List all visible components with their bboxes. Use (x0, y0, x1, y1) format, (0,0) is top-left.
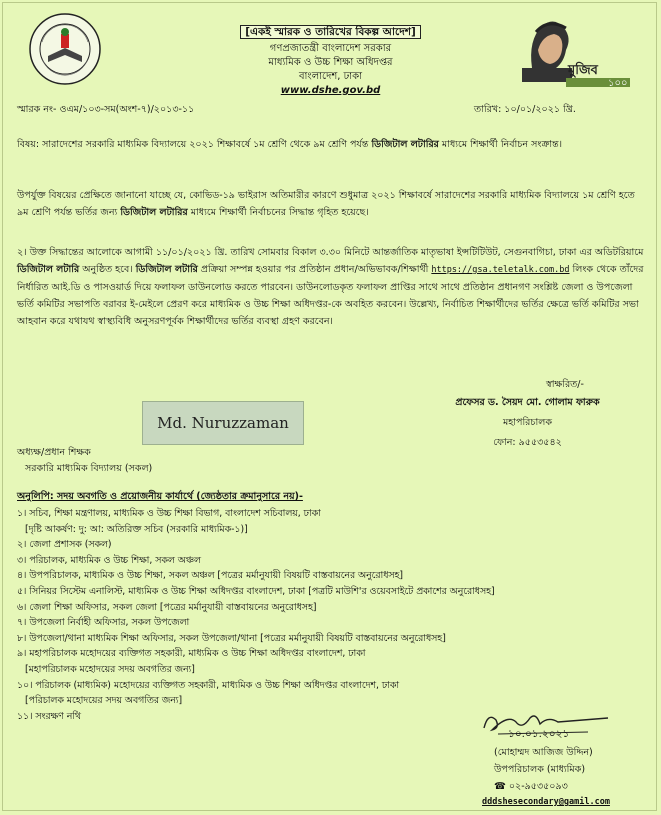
body-bold2: ডিজিটাল লটারি (135, 264, 198, 275)
subject-text: সারাদেশের সরকারি মাধ্যমিক বিদ্যালয়ে ২০২১ শিক্ষাবর্ষে ১ম শ্রেণি থেকে ৯ম শ্রেণি পর্যন্ত (39, 139, 372, 150)
signature-date: ১০.০১.২০২১ (508, 728, 570, 740)
body-part2: অনুষ্ঠিত হবে। (79, 264, 136, 275)
main-paragraph (17, 244, 647, 330)
body-bold1: ডিজিটাল লটারি (17, 264, 80, 275)
subject-prefix: বিষয়: (17, 139, 40, 150)
cc-item: ১১। সংরক্ষণ নথি (17, 710, 81, 722)
cc-item: ৩। পরিচালক, মাধ্যমিক ও উচ্চ শিক্ষা, সকল অঞ্চল (17, 554, 201, 566)
intro-text: উপর্যুক্ত বিষয়ের প্রেক্ষিতে জানানো যাচ্ছে যে, কোভিড-১৯ ভাইরাস অতিমারীর কারণে শুধুমাত্র ২০২১ শিক্ষাবর্ষে সারাদেশের সরকারি মাধ্যমিক বিদ্যালয়ে ১ম শ্রেণি হতে ৯ম শ্রেণি পর্যন্ত ভর্তির জন্য (17, 190, 635, 218)
cc-item: ৪। উপপরিচালক, মাধ্যমিক ও উচ্চ শিক্ষা, সকল অঞ্চল [পত্রের মর্মানুযায়ী বিষয়টি বাস্তবায়নের অনুরোধসহ] (17, 570, 404, 582)
mujib-borsho-emblem (508, 10, 636, 90)
govt-name: গণপ্রজাতন্ত্রী বাংলাদেশ সরকার (269, 43, 392, 54)
subject-bold: ডিজিটাল লটারির (371, 139, 439, 150)
addressee-title: অধ্যক্ষ/প্রধান শিক্ষক (17, 447, 91, 458)
cc-item: ৮। উপজেলা/থানা মাধ্যমিক শিক্ষা অফিসার, সকল উপজেলা/থানা [পত্রের মর্মানুযায়ী বিষয়টি বাস্তবায়নের অনুরোধসহ] (17, 632, 446, 644)
cc-list (17, 506, 647, 724)
officer-name: (মোহাম্মদ আজিজ উদ্দিন) (494, 747, 593, 758)
officer-phone: ☎ ০২-৯৫৩৫০৯৩ (494, 781, 568, 792)
officer-email[interactable]: dddshesecondary@gamil.com (482, 797, 610, 807)
addressee-school: সরকারি মাধ্যমিক বিদ্যালয় (সকল) (25, 463, 153, 474)
memo-date: তারিখ: ১০/০১/২০২১ খ্রি. (474, 104, 576, 115)
education-seal-logo (28, 12, 102, 86)
cc-item: [দৃষ্টি আকর্ষণ: দু: আ: অতিরিক্ত সচিব (সরকারি মাধ্যমিক-১)] (25, 523, 248, 535)
signatory-name: প্রফেসর ড. সৈয়দ মো. গোলাম ফারুক (455, 397, 600, 408)
signed-label: স্বাক্ষরিত/- (546, 379, 584, 390)
website-link[interactable]: www.dshe.gov.bd (280, 85, 381, 96)
intro-paragraph (17, 187, 647, 221)
directorate-name: মাধ্যমিক ও উচ্চ শিক্ষা অধিদপ্তর (268, 57, 393, 68)
location-line: বাংলাদেশ, ঢাকা (298, 71, 363, 82)
body-part1: ২। উক্ত সিদ্ধান্তের আলোকে আগামী ১১/০১/২০২১ খ্রি. তারিখ সোমবার বিকাল ৩.৩০ মিনিটে আন্তর্জাতিক মাতৃভাষা ইন্সটিটিউট, সেগুনবাগিচা, ঢাকা এর অডিটরিয়ামে (17, 247, 644, 258)
body-part4: লিংক থেকে তাঁদের নির্ধারিত আই.ডি ও পাসওয়ার্ড দিয়ে ফলাফল ডাউনলোড করতে পারবেন। ডাউনলোডকৃত ফলাফল প্রাপ্তির সাথে সাথে প্রতিষ্ঠান প্রধানগণ সংশ্লিষ্ট জেলা ও উপজেলা ভর্তি কমিটির সভাপতি বরাবর ই-মেইলে প্রেরণ করে মাধ্যমিক ও উচ্চ শিক্ষা অধিদপ্তর-কে অবহিত করবেন। উল্লেখ্য, নির্বাচিত শিক্ষার্থীদের ভর্তির ক্ষেত্রে ভর্তি কমিটির সভা আহবান করে যথাযথ স্বাস্থ্যবিধি অনুসরণপূর্বক শিক্ষার্থীদের ভর্তির ব্যবস্থা গ্রহণ করবেন। (17, 264, 644, 327)
svg-text:১০০: ১০০ (608, 78, 628, 89)
cc-item: ৯। মহাপরিচালক মহোদয়ের ব্যক্তিগত সহকারী, মাধ্যমিক ও উচ্চ শিক্ষা অধিদপ্তর বাংলাদেশ, ঢাকা (17, 648, 366, 660)
cc-item: [মহাপরিচালক মহোদয়ের সদয় অবগতির জন্য] (25, 663, 195, 675)
cc-item: ৭। উপজেলা নির্বাহী অফিসার, সকল উপজেলা (17, 617, 190, 629)
intro-bold: ডিজিটাল লটারির (120, 207, 188, 218)
officer-title: উপপরিচালক (মাধ্যমিক) (494, 764, 586, 775)
body-part3: প্রক্রিয়া সম্পন্ন হওয়ার পর প্রতিষ্ঠান প্রধান/অভিভাবক/শিক্ষার্থী (197, 264, 432, 275)
cc-item: ১। সচিব, শিক্ষা মন্ত্রণালয়, মাধ্যমিক ও উচ্চ শিক্ষা বিভাগ, বাংলাদেশ সচিবালয়, ঢাকা (17, 508, 321, 519)
signatory-phone: ফোন: ৯৫৫৩৫৪২ (493, 437, 562, 448)
cc-item: ২। জেলা প্রশাসক (সকল) (17, 539, 112, 551)
svg-text:মুজিব: মুজিব (568, 63, 598, 78)
cc-item: ৬। জেলা শিক্ষা অফিসার, সকল জেলা [পত্রের মর্মানুযায়ী বাস্তবায়নের অনুরোধসহ] (17, 601, 317, 613)
cc-item: [পরিচালক মহোদয়ের সদয় অবগতির জন্য] (25, 695, 183, 707)
cc-item: ৫। সিনিয়র সিস্টেম এনালিস্ট, মাধ্যমিক ও উচ্চ শিক্ষা অধিদপ্তর বাংলাদেশ, ঢাকা [পত্রটি মাউশি'র ওয়েবসাইটে প্রকাশের অনুরোধসহ] (17, 585, 495, 597)
subject-suffix: মাধ্যমে শিক্ষার্থী নির্বাচন সংক্রান্ত। (438, 139, 563, 150)
memo-number: স্মারক নং- ওএম/১০৩-সম(অংশ-৭)/২০১৩-১১ (17, 104, 195, 115)
name-stamp: Md. Nuruzzaman (142, 401, 304, 445)
order-badge: [একই স্মারক ও তারিখের বিকল্প আদেশ] (150, 26, 511, 39)
intro-suffix: মাধ্যমে শিক্ষার্থী নির্বাচনের সিদ্ধান্ত গৃহিত হয়েছে। (187, 207, 369, 218)
cc-item: ১০। পরিচালক (মাধ্যমিক) মহোদয়ের ব্যক্তিগত সহকারী, মাধ্যমিক ও উচ্চ শিক্ষা অধিদপ্তর বাংলাদেশ, ঢাকা (17, 679, 400, 691)
result-link[interactable]: https://gsa.teletalk.com.bd (431, 265, 570, 275)
cc-heading: অনুলিপি: সদয় অবগতি ও প্রয়োজনীয় কার্যার্থে (জ্যেষ্ঠতার ক্রমানুসারে নয়)- (17, 491, 303, 502)
signatory-title: মহাপরিচালক (502, 417, 553, 428)
subject-paragraph (17, 136, 647, 153)
